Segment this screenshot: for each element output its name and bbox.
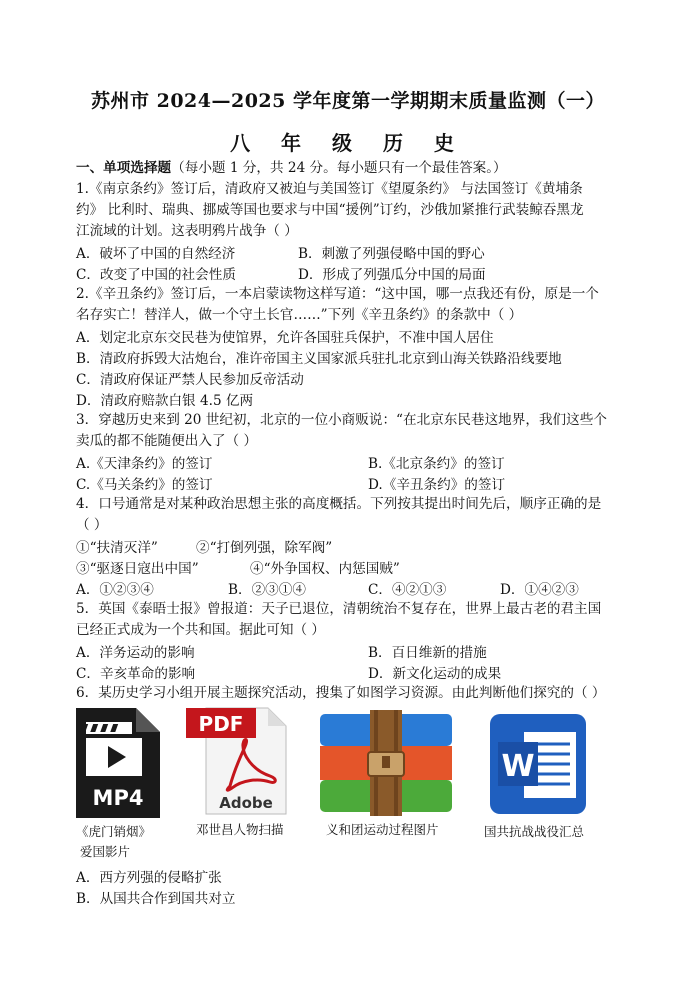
q4-option-d: D．①④②③	[500, 582, 579, 598]
archive-caption: 义和团运动过程图片	[326, 822, 439, 837]
q2-option-c: C．清政府保证严禁人民参加反帝活动	[76, 372, 304, 388]
q4-line-1: 4．口号通常是对某种政治思想主张的高度概括。下列按其提出时间先后，顺序正确的是	[76, 496, 602, 512]
q5-option-d: D．新文化运动的成果	[368, 666, 502, 682]
q4-option-a: A．①②③④	[76, 582, 154, 598]
q3-line-2: 卖瓜的都不能随便出入了（ ）	[76, 433, 258, 449]
mp4-file-icon	[76, 708, 160, 822]
q3-line-1: 3．穿越历史来到 20 世纪初，北京的一位小商贩说：“在北京东民巷这地界，我们这些个	[76, 412, 607, 428]
pdf-caption: 邓世昌人物扫描	[196, 822, 284, 837]
q3-option-c: C.《马关条约》的签订	[76, 477, 213, 493]
q4-slogan-1: ①“扶清灭洋”	[76, 540, 158, 556]
section-header	[76, 158, 624, 179]
archive-file-icon	[318, 710, 454, 820]
q1-line-2: 约》 比利时、瑞典、挪威等国也要求与中国“援例”订约，沙俄加紧推行武装鲸吞黑龙	[76, 202, 584, 218]
q2-option-b: B．清政府拆毁大沽炮台，准许帝国主义国家派兵驻扎北京到山海关铁路沿线要地	[76, 351, 562, 367]
q3-option-a: A.《天津条约》的签订	[76, 456, 213, 472]
q1-option-c: C．改变了中国的社会性质	[76, 267, 236, 283]
q5-option-a: A．洋务运动的影响	[76, 645, 195, 661]
q2-option-a: A．划定北京东交民巷为使馆界，允许各国驻兵保护，不准中国人居住	[76, 330, 494, 346]
q5-option-c: C．辛亥革命的影响	[76, 666, 196, 682]
q6-option-b: B．从国共合作到国共对立	[76, 891, 236, 907]
q1-option-d: D．形成了列强瓜分中国的局面	[298, 267, 486, 283]
section-heading: 一、单项选择题	[76, 160, 172, 176]
q4-option-c: C．④②①③	[368, 582, 447, 598]
exam-title: 苏州市 2024—2025 学年度第一学期期末质量监测（一）	[91, 90, 605, 112]
q1-line-3: 江流域的计划。这表明鸦片战争（ ）	[76, 223, 298, 239]
q4-slogan-3: ③“驱逐日寇出中国”	[76, 561, 199, 577]
word-caption: 国共抗战战役汇总	[484, 824, 585, 839]
section-instructions: （每小题 1 分，共 24 分。每小题只有一个最佳答案。）	[171, 160, 507, 176]
word-file-icon	[490, 714, 586, 818]
q2-line-2: 名存实亡！替洋人，做一个守土长官……”下列《辛丑条约》的条款中（ ）	[76, 307, 523, 323]
q4-slogan-2: ②“打倒列强，除军阀”	[196, 540, 333, 556]
mp4-caption-2: 爱国影片	[80, 844, 131, 859]
pdf-brand: Adobe	[219, 794, 273, 812]
q4-line-2: （ ）	[76, 517, 108, 533]
q5-line-2: 已经正式成为一个共和国。据此可知（ ）	[76, 622, 326, 638]
q3-option-d: D.《辛丑条约》的签订	[368, 477, 506, 493]
q1-line-1: 1.《南京条约》签订后，清政府又被迫与美国签订《望厦条约》 与法国签订《黄埔条	[76, 181, 583, 197]
q4-slogan-4: ④“外争国权、内惩国贼”	[250, 561, 400, 577]
q5-option-b: B．百日维新的措施	[368, 645, 487, 661]
exam-subject: 八 年 级 历 史	[230, 131, 466, 155]
mp4-caption-1: 《虎门销烟》	[76, 824, 152, 839]
pdf-file-icon	[186, 704, 292, 820]
q1-option-a: A．破坏了中国的自然经济	[76, 246, 236, 262]
q6-option-a: A．西方列强的侵略扩张	[76, 870, 222, 886]
q5-line-1: 5．英国《泰晤士报》曾报道：天子已退位，清朝统治不复存在，世界上最古老的君主国	[76, 601, 602, 617]
mp4-badge: MP4	[92, 786, 144, 810]
q2-line-1: 2.《辛丑条约》签订后，一本启蒙读物这样写道：“这中国，哪一点我还有份，原是一个	[76, 286, 599, 302]
q3-option-b: B.《北京条约》的签订	[368, 456, 505, 472]
q6-resource-images	[0, 708, 696, 858]
pdf-badge: PDF	[198, 712, 244, 736]
q6-line-1: 6．某历史学习小组开展主题探究活动，搜集了如图学习资源。由此判断他们探究的（ ）	[76, 685, 606, 701]
q4-option-b: B．②③①④	[228, 582, 306, 598]
q1-option-b: B．刺激了列强侵略中国的野心	[298, 246, 485, 262]
q2-option-d: D．清政府赔款白银 4.5 亿两	[76, 393, 254, 409]
word-badge: W	[501, 749, 535, 784]
